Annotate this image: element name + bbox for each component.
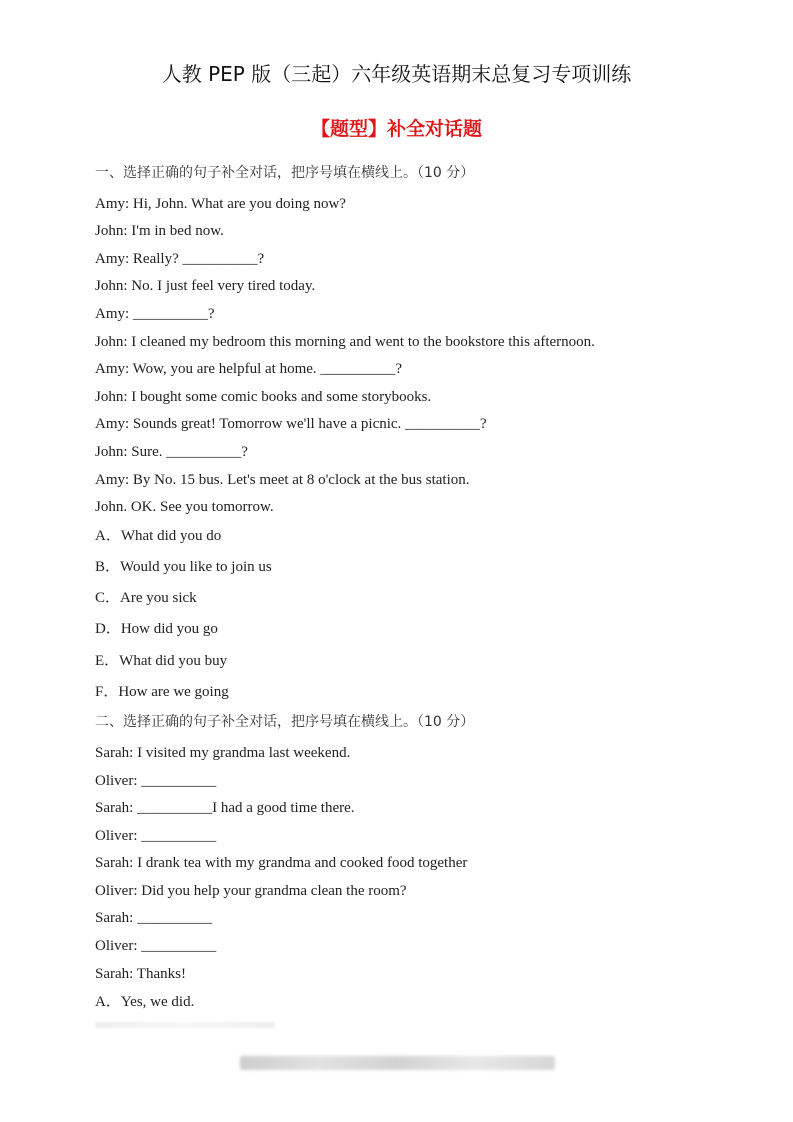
option-item: B．Would you like to join us [95,559,272,575]
page-title: 人教 PEP 版（三起）六年级英语期末总复习专项训练 [161,62,632,86]
dialogue-line: John: I bought some comic books and some storybooks. [95,389,432,405]
dialogue-line: Sarah: I drank tea with my grandma and cooked food together [95,855,468,871]
dialogue-line: John: Sure. __________? [95,444,248,460]
faded-line [95,1022,275,1028]
option-item: A．Yes, we did. [95,994,195,1010]
dialogue-line: Oliver: __________ [95,828,217,844]
dialogue-line: Amy: Sounds great! Tomorrow we'll have a picnic. __________? [95,416,487,432]
section-2-heading: 二、选择正确的句子补全对话，把序号填在横线上。（10 分） [95,714,475,730]
dialogue-line: Amy: Hi, John. What are you doing now? [95,196,346,212]
dialogue-line: Amy: By No. 15 bus. Let's meet at 8 o'clock at the bus station. [95,472,470,488]
dialogue-line: John: I cleaned my bedroom this morning and went to the bookstore this afternoon. [95,334,595,350]
dialogue-line: Amy: Really? __________? [95,251,265,267]
dialogue-line: Sarah: I visited my grandma last weekend. [95,745,351,761]
dialogue-line: Oliver: __________ [95,773,217,789]
dialogue-line: Sarah: Thanks! [95,966,186,982]
dialogue-line: Oliver: __________ [95,938,217,954]
dialogue-line: Amy: Wow, you are helpful at home. __________? [95,361,403,377]
dialogue-line: John. OK. See you tomorrow. [95,499,274,515]
dialogue-line: Amy: __________? [95,306,215,322]
dialogue-line: Oliver: Did you help your grandma clean the room? [95,883,407,899]
page-subtitle: 【题型】补全对话题 [310,118,482,140]
blurred-footer [240,1056,555,1070]
dialogue-line: John: No. I just feel very tired today. [95,278,316,294]
dialogue-line: Sarah: __________I had a good time there. [95,800,355,816]
dialogue-line: Sarah: __________ [95,910,213,926]
option-item: E．What did you buy [95,653,228,669]
option-item: F．How are we going [95,684,229,700]
section-1-heading: 一、选择正确的句子补全对话，把序号填在横线上。（10 分） [95,165,475,181]
option-item: A．What did you do [95,528,222,544]
option-item: D．How did you go [95,621,218,637]
option-item: C．Are you sick [95,590,197,606]
dialogue-line: John: I'm in bed now. [95,223,224,239]
